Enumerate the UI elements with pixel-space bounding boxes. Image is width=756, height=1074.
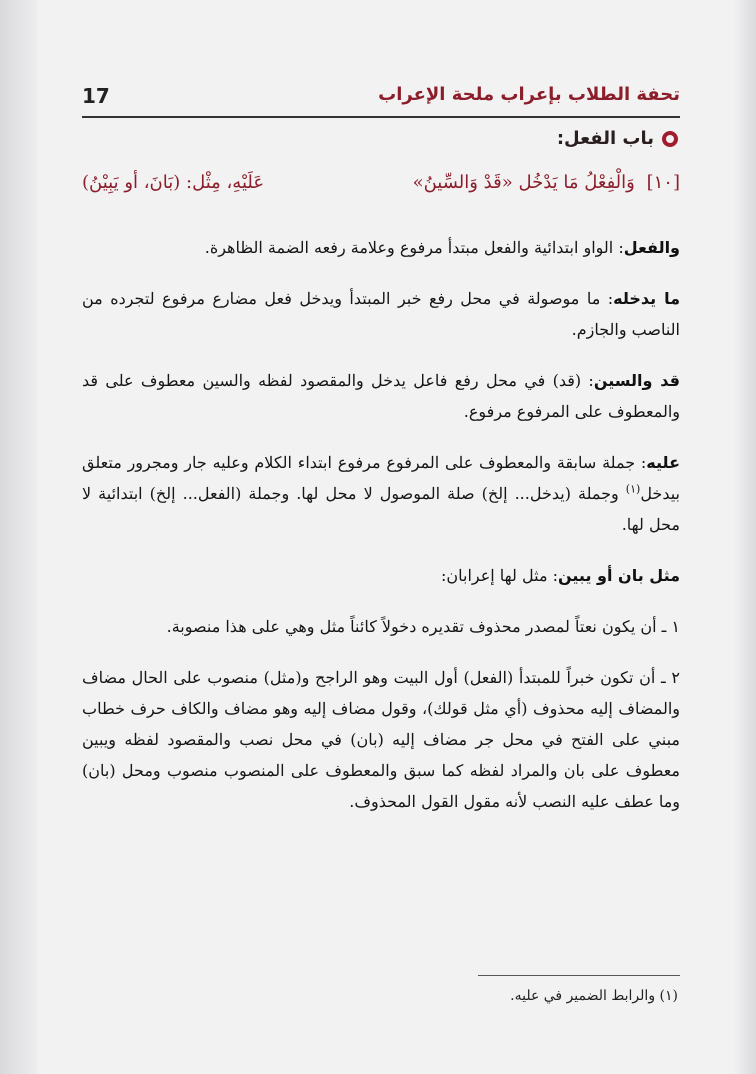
paragraph-text: : (قد) في محل رفع فاعل يدخل والمقصود لفظه والسين معطوف على قد والمعطوف على المرفوع مرفوع. xyxy=(82,371,680,421)
main-text xyxy=(82,232,680,837)
paragraph xyxy=(82,283,680,345)
parsed-term: والفعل xyxy=(623,238,680,257)
heading-bullet-icon xyxy=(662,131,678,147)
verse-first-half: وَالْفِعْلُ مَا يَدْخُل «قَدْ وَالسِّينُ» xyxy=(412,172,635,193)
paragraph xyxy=(82,232,680,263)
paragraph xyxy=(82,365,680,427)
header-rule xyxy=(82,116,680,118)
paragraph-text: : مثل لها إعرابان: xyxy=(440,566,558,585)
footnote-rule xyxy=(478,975,680,976)
verse-number: [١٠] xyxy=(646,172,680,193)
paragraph-text: : الواو ابتدائية والفعل مبتدأ مرفوع وعلامة رفعه الضمة الظاهرة. xyxy=(204,238,624,257)
section-title: باب الفعل: xyxy=(556,128,654,149)
page-edge-shadow xyxy=(734,0,756,1074)
parsed-term: مثل بان أو يبين xyxy=(558,566,680,585)
paragraph-text: : جملة سابقة والمعطوف على المرفوع مرفوع ابتداء الكلام وعليه جار ومجرور متعلق بيدخل xyxy=(82,453,680,503)
paragraph-text: ١ ـ أن يكون نعتاً لمصدر محذوف تقديره دخولاً كائناً مثل وهي على هذا منصوبة. xyxy=(166,617,680,636)
parsed-term: عليه xyxy=(646,453,680,472)
running-title: تحفة الطلاب بإعراب ملحة الإعراب xyxy=(378,84,680,105)
parsed-term: ما يدخله xyxy=(613,289,680,308)
verse-second-half: عَلَيْهِ، مِثْل: (بَانَ، أو يَبِيْنُ) xyxy=(82,172,265,193)
paragraph-text: : ما موصولة في محل رفع خبر المبتدأ ويدخل فعل مضارع مرفوع لتجرده من الناصب والجازم. xyxy=(82,289,680,339)
footnote-text: والرابط الضمير في عليه. xyxy=(510,988,656,1004)
page-number: 17 xyxy=(82,84,110,108)
footnote-marker: (١) xyxy=(659,988,678,1004)
section-heading xyxy=(557,128,678,149)
page-gutter-shadow xyxy=(0,0,38,1074)
verse-line xyxy=(82,172,680,193)
paragraph xyxy=(82,447,680,540)
parsed-term: قد والسين xyxy=(593,371,680,390)
paragraph-text: وجملة (يدخل... إلخ) صلة الموصول لا محل لها. وجملة (الفعل... إلخ) ابتدائية لا محل لها. xyxy=(82,484,680,534)
footnote xyxy=(510,988,678,1004)
paragraph xyxy=(82,560,680,591)
paragraph xyxy=(82,662,680,817)
page-header xyxy=(82,84,680,114)
footnote-reference[interactable]: (١) xyxy=(625,482,641,496)
paragraph-text: ٢ ـ أن تكون خبراً للمبتدأ (الفعل) أول البيت وهو الراجح و(مثل) منصوب على الحال مضاف والمضاف إليه محذوف (أي مثل قولك)، وقول مضاف إليه وهو مضاف والكاف حرف خطاب مبني على الفتح في محل جر مضاف إليه (بان) في محل نصب والمقصود لفظه ويبين معطوف على بان والمراد لفظه كما سبق والمعطوف على المنصوب منصوب ومحل (بان) وما عطف عليه النصب لأنه مقول القول المحذوف. xyxy=(82,668,680,811)
paragraph xyxy=(82,611,680,642)
